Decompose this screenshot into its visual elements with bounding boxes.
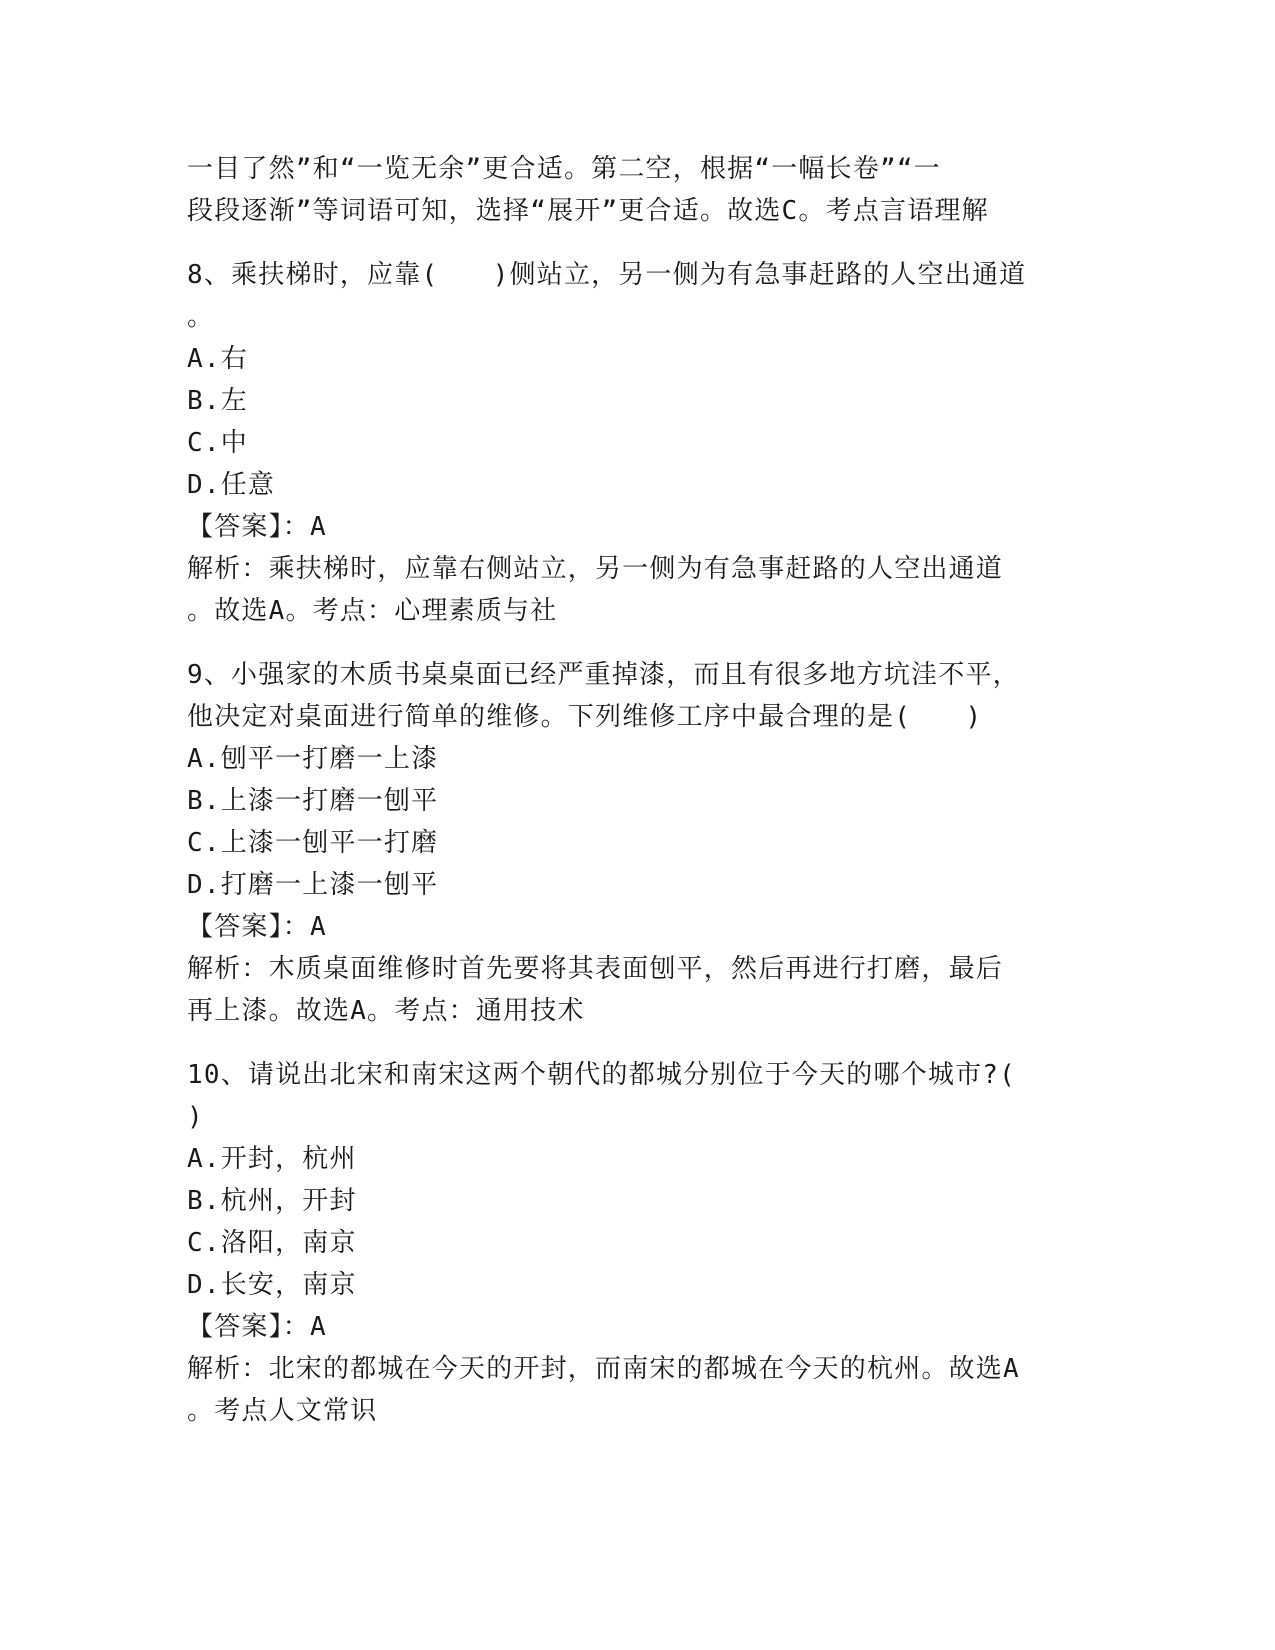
explanation-line: 再上漆。故选A。考点：通用技术 <box>187 996 585 1026</box>
question-stem: ) <box>187 1102 204 1132</box>
intro-paragraph <box>187 148 1087 232</box>
option-d: D.任意 <box>187 470 276 500</box>
answer-line: 【答案】：A <box>187 512 327 542</box>
option-c: C.洛阳，南京 <box>187 1228 357 1258</box>
option-a: A.右 <box>187 344 248 374</box>
question-stem: 。 <box>187 302 215 332</box>
option-d: D.打磨一上漆一刨平 <box>187 870 439 900</box>
explanation-line: 解析：乘扶梯时，应靠右侧站立，另一侧为有急事赶路的人空出通道 <box>187 554 1004 584</box>
explanation-line: 。故选A。考点：心理素质与社 <box>187 596 558 626</box>
option-b: B.左 <box>187 386 248 416</box>
option-c: C.上漆一刨平一打磨 <box>187 828 439 858</box>
question-stem: 10、请说出北宋和南宋这两个朝代的都城分别位于今天的哪个城市?( <box>187 1060 1017 1090</box>
answer-line: 【答案】：A <box>187 912 327 942</box>
option-b: B.上漆一打磨一刨平 <box>187 786 439 816</box>
explanation-line: 。考点人文常识 <box>187 1396 378 1426</box>
question-stem: 他决定对桌面进行简单的维修。下列维修工序中最合理的是( ) <box>187 702 983 732</box>
option-b: B.杭州，开封 <box>187 1186 357 1216</box>
intro-line: 段段逐渐”等词语可知，选择“展开”更合适。故选C。考点言语理解 <box>187 196 989 226</box>
option-c: C.中 <box>187 428 248 458</box>
question-10 <box>187 1054 1087 1432</box>
question-stem: 9、小强家的木质书桌桌面已经严重掉漆，而且有很多地方坑洼不平， <box>187 660 1020 690</box>
option-a: A.刨平一打磨一上漆 <box>187 744 439 774</box>
intro-line: 一目了然”和“一览无余”更合适。第二空，根据“一幅长卷”“一 <box>187 154 941 184</box>
document-content <box>187 148 1087 1432</box>
explanation-line: 解析：木质桌面维修时首先要将其表面刨平，然后再进行打磨，最后 <box>187 954 1004 984</box>
option-d: D.长安，南京 <box>187 1270 357 1300</box>
question-stem: 8、乘扶梯时，应靠( )侧站立，另一侧为有急事赶路的人空出通道 <box>187 260 1027 290</box>
question-8 <box>187 254 1087 632</box>
question-9 <box>187 654 1087 1032</box>
explanation-line: 解析：北宋的都城在今天的开封，而南宋的都城在今天的杭州。故选A <box>187 1354 1020 1384</box>
option-a: A.开封，杭州 <box>187 1144 357 1174</box>
answer-line: 【答案】：A <box>187 1312 327 1342</box>
